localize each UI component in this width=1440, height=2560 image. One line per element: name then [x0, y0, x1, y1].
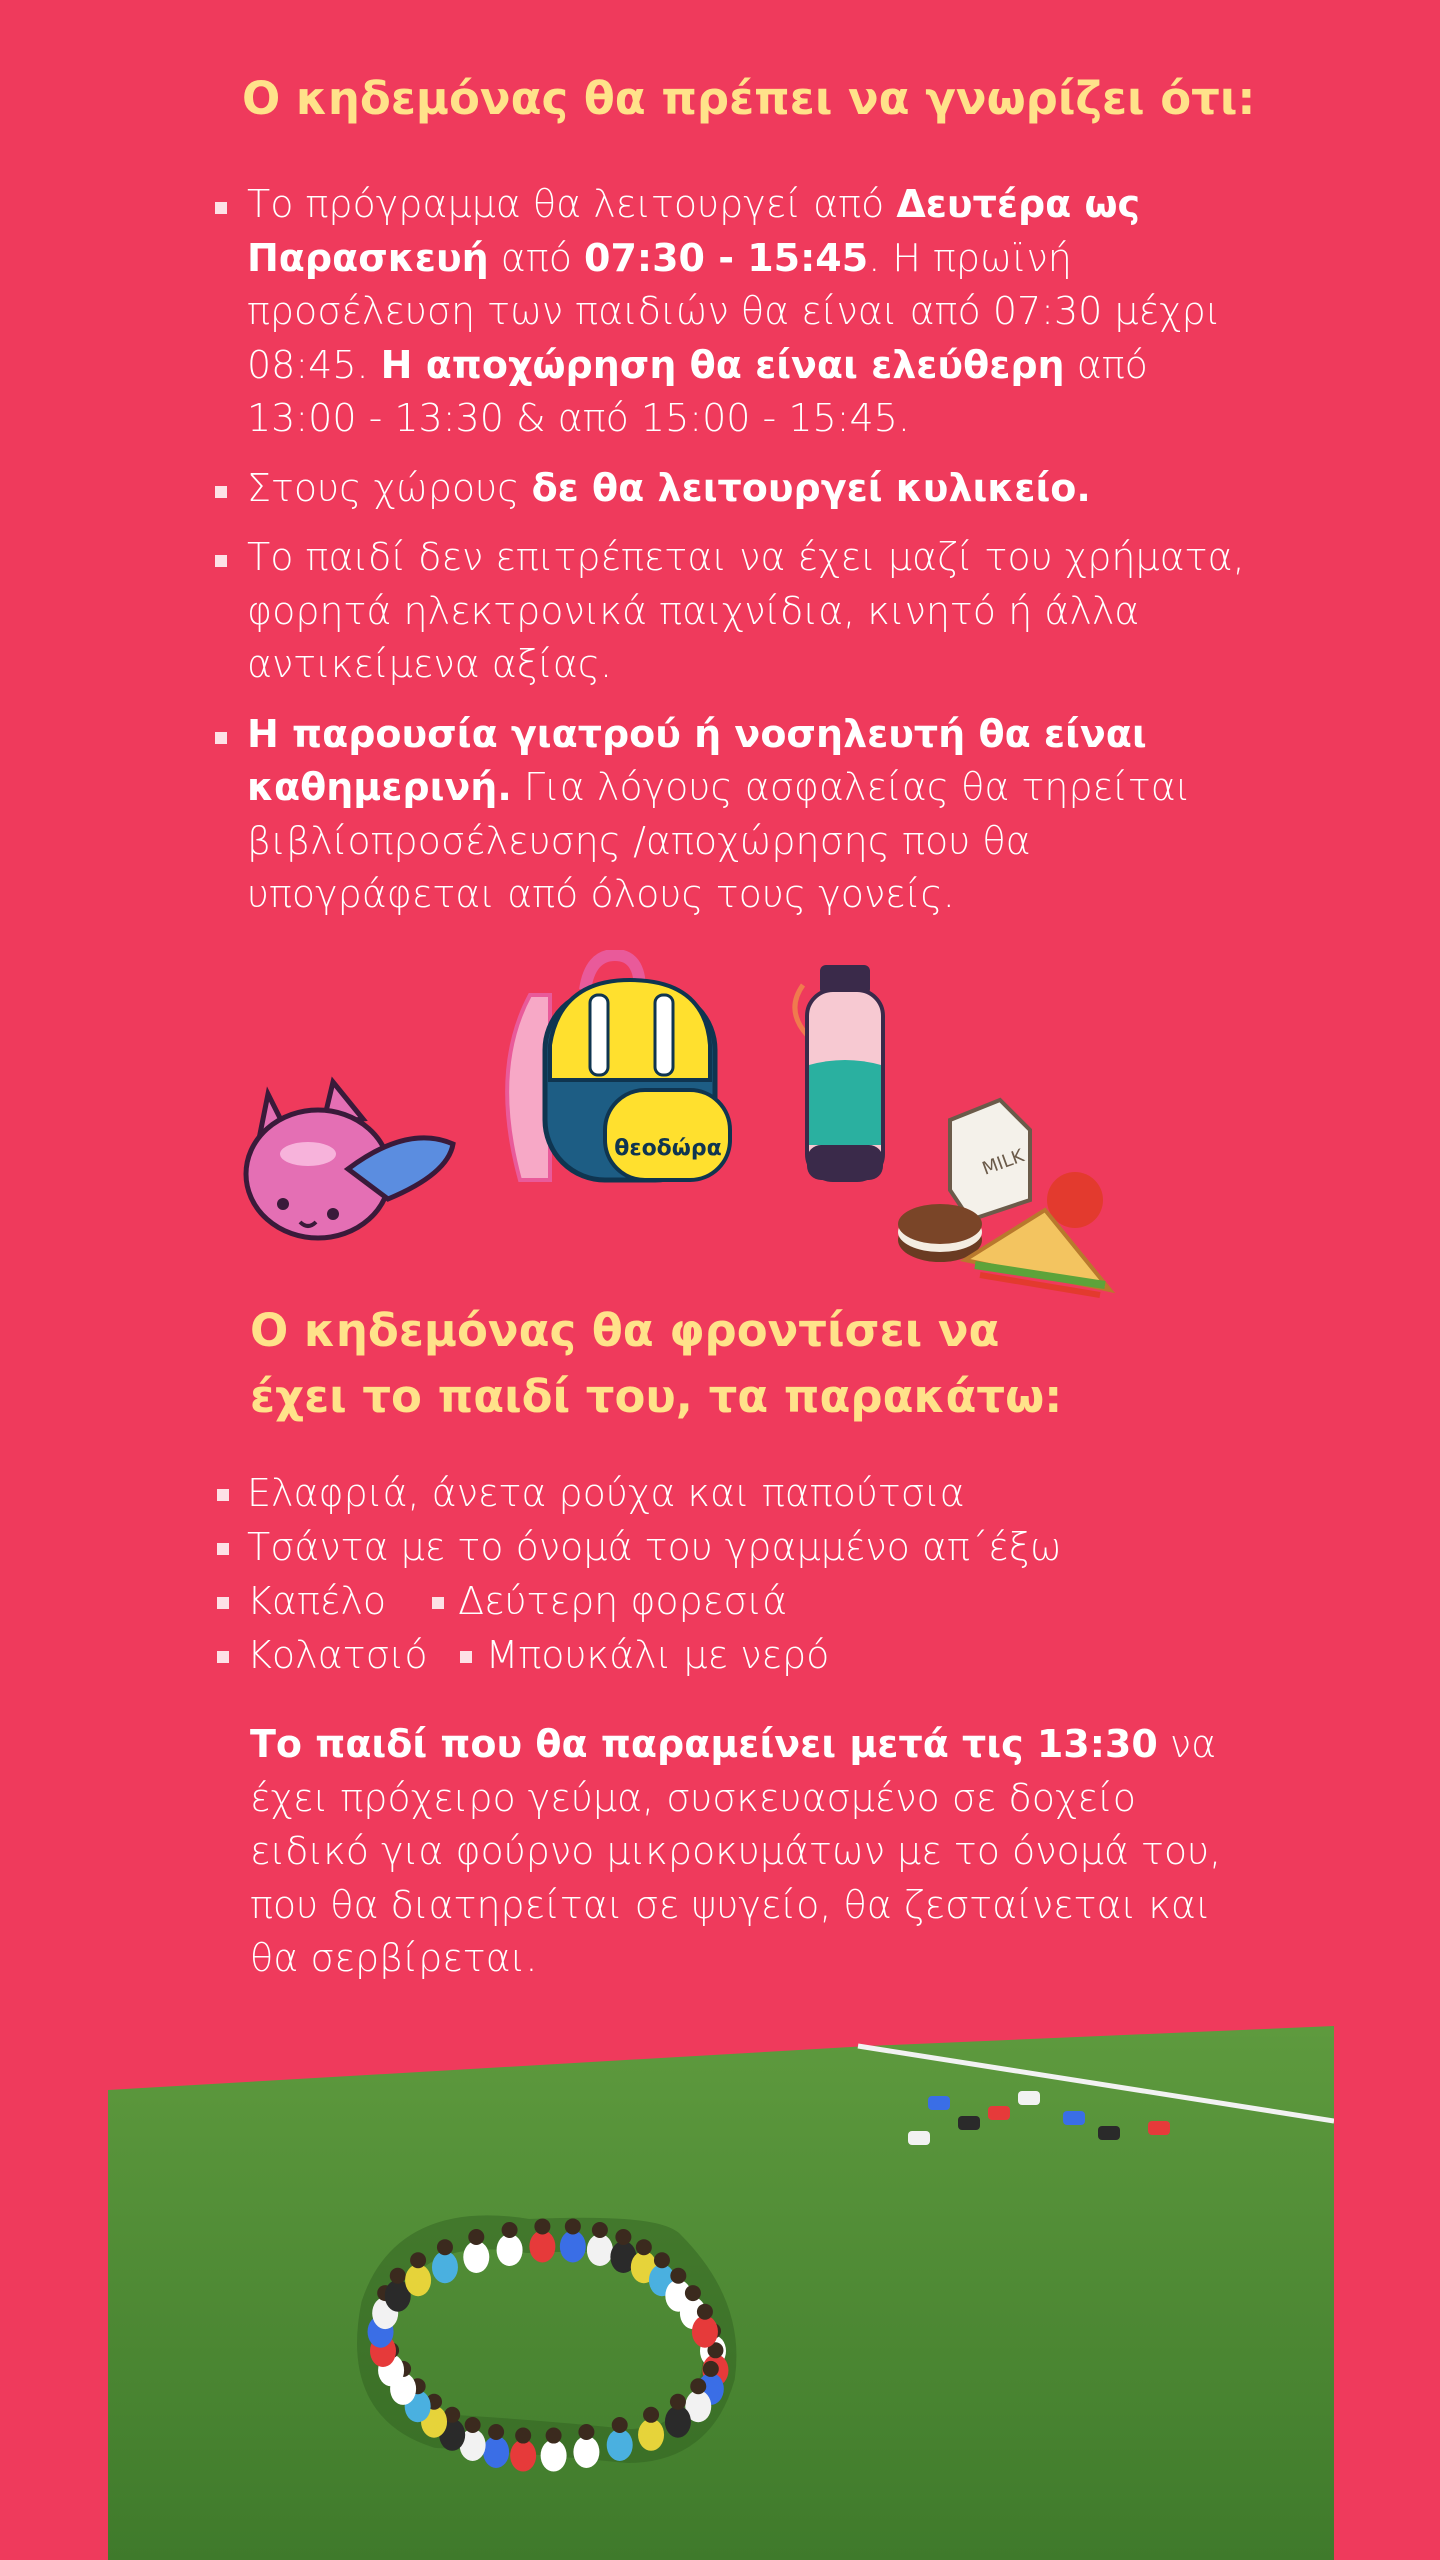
list-item: Τσάντα με το όνομά του γραμμένο απ΄έξω — [247, 1521, 1062, 1575]
list-row — [247, 1467, 1247, 1521]
lunch-icon — [890, 1090, 1120, 1310]
child-head — [654, 2252, 670, 2268]
child-head — [670, 2394, 686, 2410]
item-text: . Η πρωϊνή προσέλευση των παιδιών θα είναι από 07:30 μέχρι 08:45. — [247, 235, 1221, 387]
items-list — [247, 1467, 1247, 1683]
bag — [988, 2106, 1010, 2120]
item-text: από — [488, 235, 585, 280]
child-head — [515, 2428, 531, 2444]
bag — [908, 2131, 930, 2145]
list-item: Κολατσιό — [247, 1629, 428, 1683]
list-item — [247, 708, 1267, 922]
title-line: Ο κηδεμόνας θα φροντίσει να — [250, 1304, 1000, 1357]
info-list — [247, 178, 1267, 938]
child-head — [612, 2417, 628, 2433]
list-item — [247, 531, 1267, 692]
child-head — [465, 2417, 481, 2433]
item-text: Το παιδί δεν επιτρέπεται να έχει μαζί του χρήματα, φορητά ηλεκτρονικά παιχνίδια, κινητό ή άλλα αντικείμενα αξίας. — [247, 535, 1245, 686]
bag — [1098, 2126, 1120, 2140]
list-row — [247, 1629, 1247, 1683]
bag — [1063, 2111, 1085, 2125]
title-line: έχει το παιδί του, τα παρακάτω: — [250, 1370, 1063, 1423]
child-head — [615, 2229, 631, 2245]
backpack-icon — [490, 950, 740, 1190]
child-head — [437, 2239, 453, 2255]
child-head — [410, 2252, 426, 2268]
child-body — [560, 2230, 586, 2262]
list-item — [247, 462, 1267, 516]
milk-label: MILK — [979, 1145, 1027, 1180]
list-item: Ελαφριά, άνετα ρούχα και παπούτσια — [247, 1467, 965, 1521]
cat-cap-icon — [238, 1074, 460, 1250]
child-body — [510, 2440, 536, 2472]
item-bold: Δευτέρα ως Παρασκευή — [247, 182, 1141, 280]
child-head — [565, 2218, 581, 2234]
child-body — [497, 2234, 523, 2266]
note-bold: Το παιδί που θα παραμείνει μετά τις 13:30 — [250, 1722, 1158, 1766]
child-body — [541, 2440, 567, 2472]
field-photo-image — [108, 2026, 1334, 2560]
list-item — [247, 178, 1267, 446]
bag — [958, 2116, 980, 2130]
child-head — [592, 2222, 608, 2238]
children-field-photo — [108, 2026, 1334, 2560]
list-item: Μπουκάλι με νερό — [486, 1629, 830, 1683]
child-head — [690, 2378, 706, 2394]
child-head — [703, 2361, 719, 2377]
list-row — [247, 1575, 1247, 1629]
item-text: Το πρόγραμμα θα λειτουργεί από — [247, 182, 897, 226]
list-item: Καπέλο — [247, 1575, 386, 1629]
bag — [1018, 2091, 1040, 2105]
child-body — [587, 2234, 613, 2266]
item-text: από 13:00 - 13:30 & από 15:00 - 15:45. — [247, 342, 1148, 440]
lunch-note — [250, 1718, 1250, 1986]
item-text: Για λόγους ασφαλείας θα τηρείται βιβλίοπροσέλευσης /αποχώρησης που θα υπογράφεται από όλους τους γονείς. — [247, 765, 1191, 916]
child-body — [405, 2264, 431, 2296]
child-body — [638, 2419, 664, 2451]
list-item: Δεύτερη φορεσιά — [458, 1575, 787, 1629]
child-body — [529, 2230, 555, 2262]
child-head — [534, 2218, 550, 2234]
list-row — [247, 1521, 1247, 1575]
item-bold: δε θα λειτουργεί κυλικείο. — [531, 465, 1091, 510]
child-body — [607, 2429, 633, 2461]
child-body — [432, 2251, 458, 2283]
item-bold: 07:30 - 15:45 — [584, 235, 869, 280]
child-head — [488, 2424, 504, 2440]
water-bottle-icon — [785, 960, 895, 1190]
child-head — [670, 2268, 686, 2284]
bag — [1148, 2121, 1170, 2135]
note-text: να έχει πρόχειρο γεύμα, συσκευασμένο σε δοχείο ειδικό για φούρνο μικροκυμάτων με το όνομά του, που θα διατηρείται σε ψυγείο, θα ζεσταίνεται και θα σερβίρεται. — [250, 1722, 1222, 1980]
child-head — [390, 2268, 406, 2284]
item-text: Στους χώρους — [247, 465, 532, 510]
item-bold: Η παρουσία γιατρού ή νοσηλευτή θα είναι καθημερινή. — [247, 711, 1147, 809]
item-bold: Η αποχώρηση θα είναι ελεύθερη — [380, 342, 1065, 387]
child-head — [697, 2304, 713, 2320]
child-head — [636, 2239, 652, 2255]
child-head — [546, 2428, 562, 2444]
child-head — [643, 2407, 659, 2423]
child-head — [468, 2229, 484, 2245]
child-head — [578, 2424, 594, 2440]
child-body — [665, 2406, 691, 2438]
child-head — [502, 2222, 518, 2238]
child-body — [573, 2436, 599, 2468]
bag — [928, 2096, 950, 2110]
child-head — [685, 2285, 701, 2301]
section2-title — [250, 1298, 1150, 1430]
child-body — [463, 2241, 489, 2273]
backpack-name: θεοδώρα — [614, 1136, 722, 1161]
child-body — [692, 2316, 718, 2348]
child-body — [483, 2436, 509, 2468]
section1-title: Ο κηδεμόνας θα πρέπει να γνωρίζει ότι: — [242, 72, 1256, 125]
